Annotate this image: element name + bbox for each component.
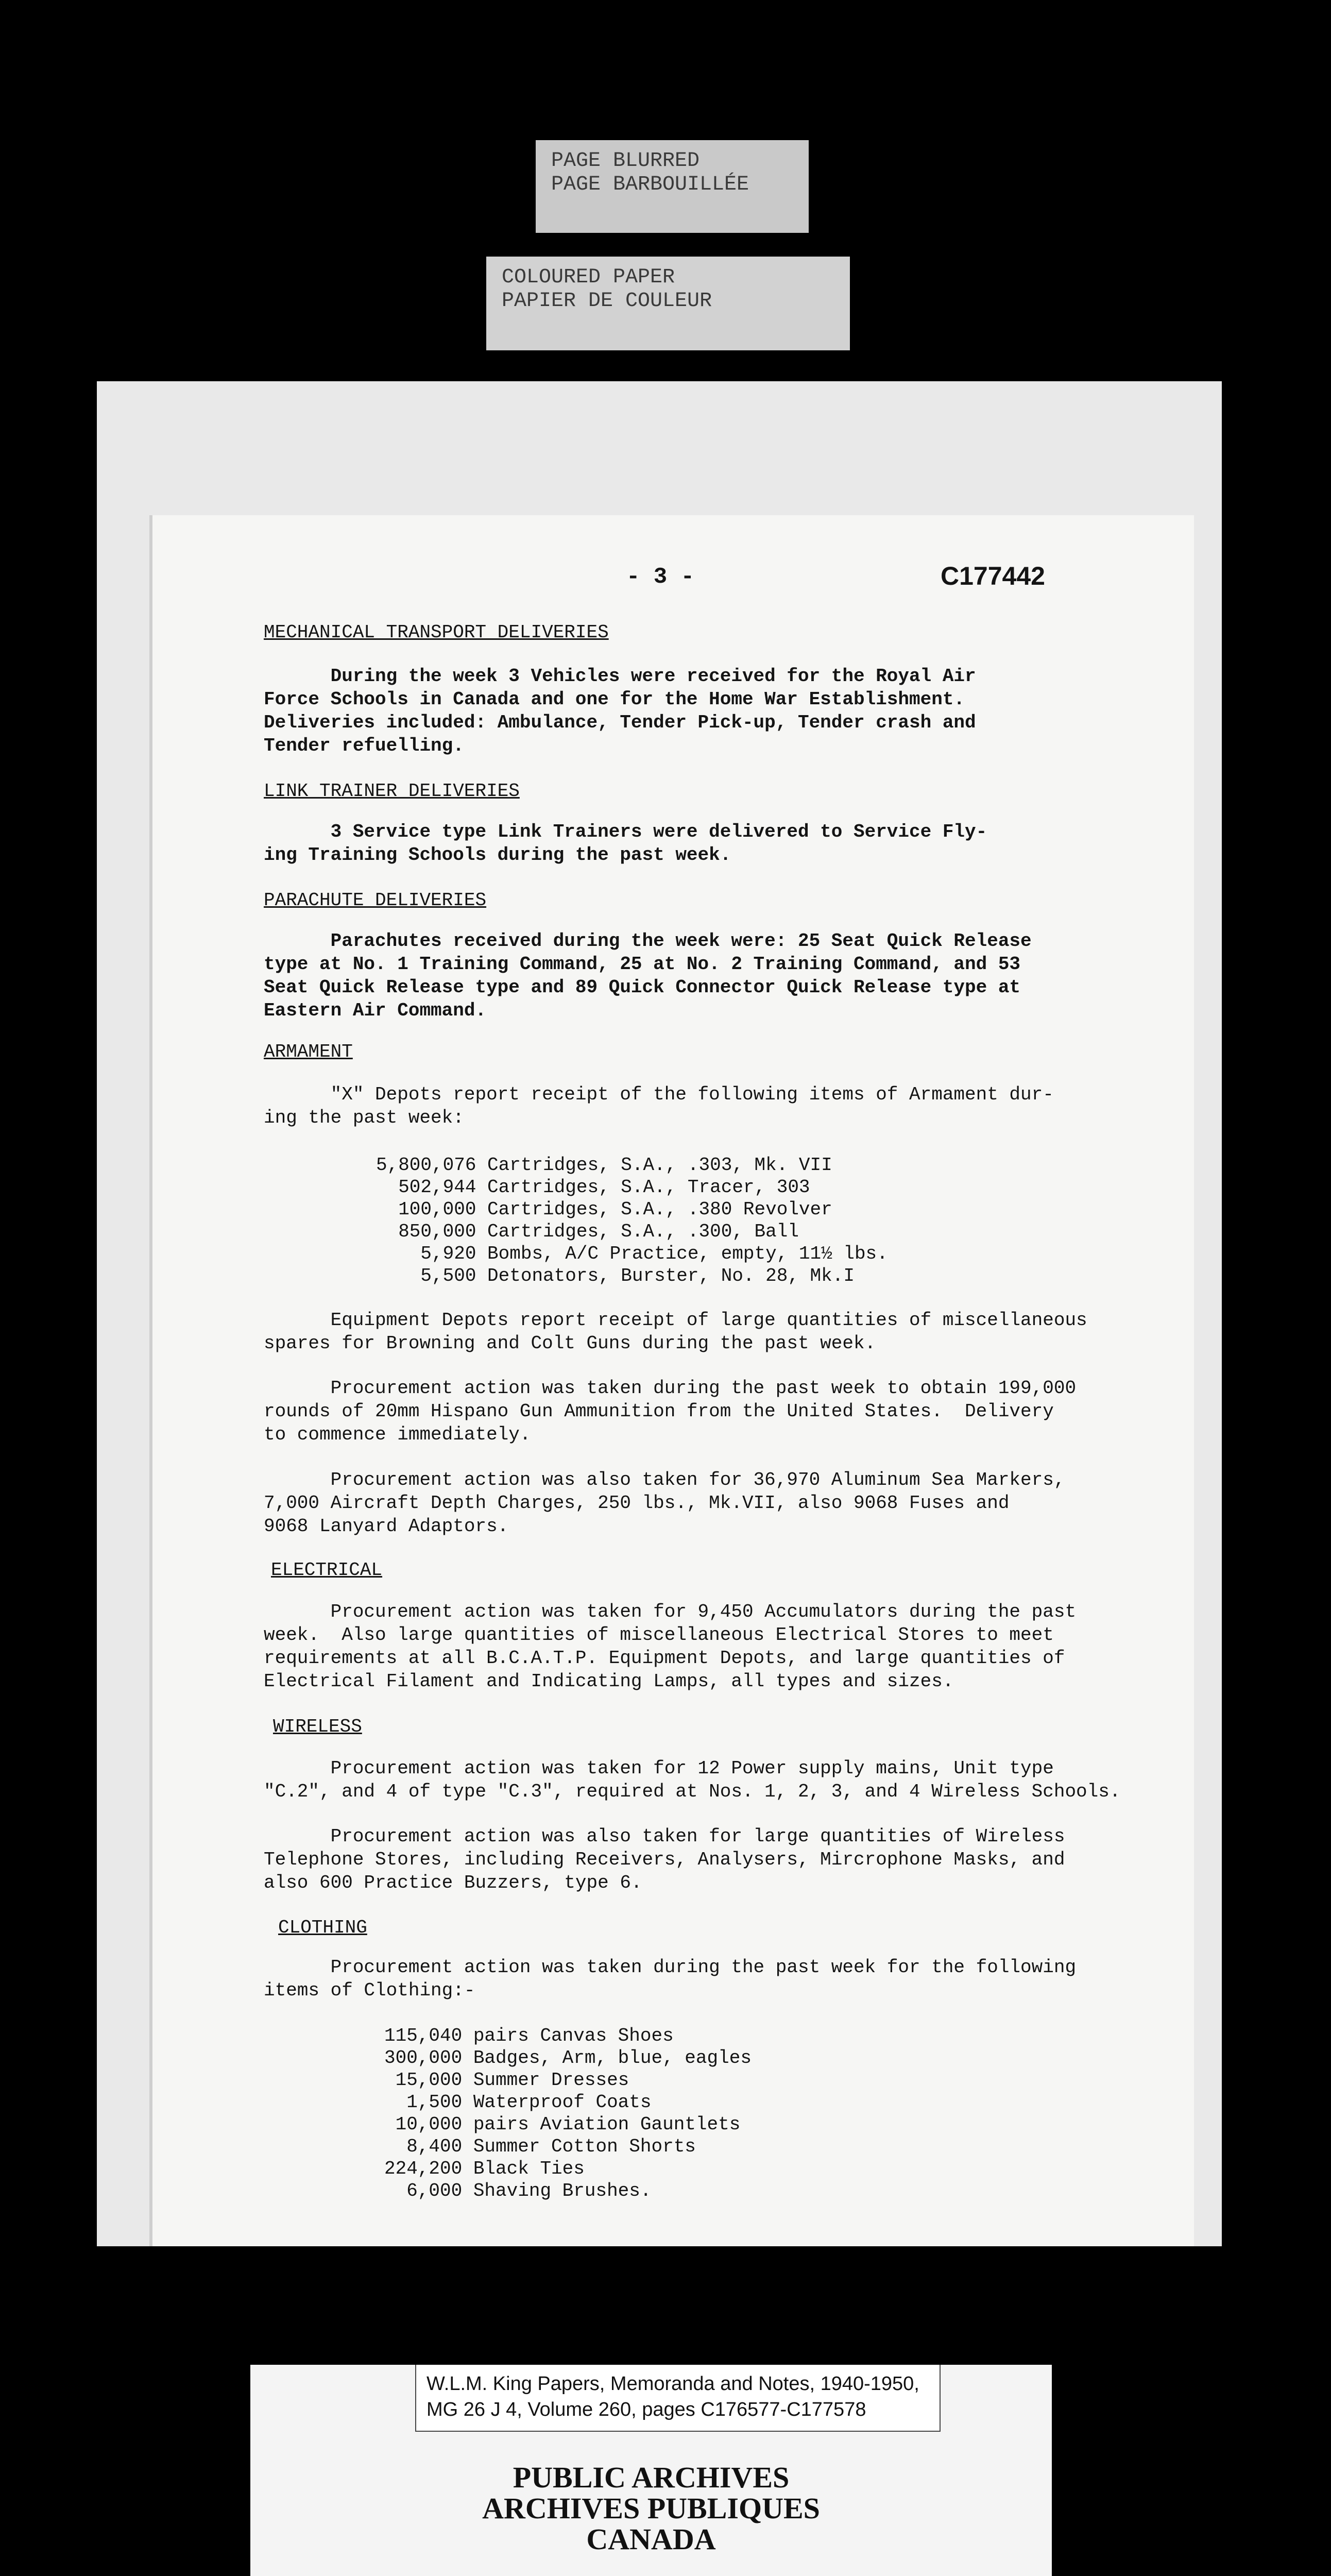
source-citation-line-1: W.L.M. King Papers, Memoranda and Notes, 1940-1950, <box>426 2373 919 2395</box>
list-item: 115,040 pairs Canvas Shoes <box>384 2025 674 2046</box>
armament-items-list <box>376 1154 888 1287</box>
list-item: 5,800,076 Cartridges, S.A., .303, Mk. VII <box>376 1155 832 1176</box>
armament-paragraph-markers: Procurement action was also taken for 36,970 Aluminum Sea Markers, 7,000 Aircraft Depth Charges, 250 lbs., Mk.VII, also 9068 Fuses and 9068 Lanyard Adaptors. <box>264 1469 1065 1537</box>
page-blurred-label-fr: PAGE BARBOUILLÉE <box>551 173 749 196</box>
coloured-paper-label-en: COLOURED PAPER <box>502 266 675 289</box>
coloured-paper-card <box>486 257 850 350</box>
section-heading-parachute: PARACHUTE DELIVERIES <box>264 890 487 911</box>
list-item: 5,920 Bombs, A/C Practice, empty, 11½ lbs. <box>376 1243 888 1264</box>
electrical-paragraph: Procurement action was taken for 9,450 Accumulators during the past week. Also large quantities of miscellaneous Electrical Stores to meet requirements at all B.C.A.T.P. Equipment Depots, and large quantities of Electrical Filament and Indicating Lamps, all types and sizes. <box>264 1601 1077 1692</box>
section-heading-clothing: CLOTHING <box>278 1917 367 1938</box>
armament-intro: "X" Depots report receipt of the following items of Armament dur- ing the past week: <box>264 1084 1054 1128</box>
list-item: 5,500 Detonators, Burster, No. 28, Mk.I <box>376 1265 855 1286</box>
wireless-paragraph-power: Procurement action was taken for 12 Power supply mains, Unit type "C.2", and 4 of type "C.3", required at Nos. 1, 2, 3, and 4 Wireless Schools. <box>264 1758 1121 1802</box>
list-item: 6,000 Shaving Brushes. <box>384 2180 652 2201</box>
document-page <box>152 515 1194 2246</box>
section-heading-mechanical-transport: MECHANICAL TRANSPORT DELIVERIES <box>264 622 609 643</box>
list-item: 100,000 Cartridges, S.A., .380 Revolver <box>376 1199 832 1220</box>
archive-credit-card <box>250 2365 1052 2576</box>
page-number: - 3 - <box>626 564 695 590</box>
wireless-paragraph-stores: Procurement action was also taken for large quantities of Wireless Telephone Stores, including Receivers, Analysers, Mircrophone Masks, and also 600 Practice Buzzers, type 6. <box>264 1826 1065 1893</box>
armament-paragraph-hispano: Procurement action was taken during the past week to obtain 199,000 rounds of 20mm Hispano Gun Ammunition from the United States. Delivery to commence immediately. <box>264 1378 1077 1445</box>
list-item: 1,500 Waterproof Coats <box>384 2092 652 2113</box>
source-citation-box <box>415 2365 941 2432</box>
armament-paragraph-spares: Equipment Depots report receipt of large quantities of miscellaneous spares for Browning and Colt Guns during the past week. <box>264 1310 1087 1354</box>
section-heading-wireless: WIRELESS <box>273 1716 362 1737</box>
parachute-paragraph: Parachutes received during the week were: 25 Seat Quick Release type at No. 1 Training Command, 25 at No. 2 Training Command, and 53 Seat Quick Release type and 89 Quick Connector Quick Release type at Eastern Air Command. <box>264 930 1032 1021</box>
coloured-paper-label-fr: PAPIER DE COULEUR <box>502 290 712 313</box>
list-item: 15,000 Summer Dresses <box>384 2070 629 2091</box>
list-item: 8,400 Summer Cotton Shorts <box>384 2136 696 2157</box>
document-id: C177442 <box>941 562 1045 590</box>
archive-name-fr: ARCHIVES PUBLIQUES <box>482 2492 820 2525</box>
list-item: 10,000 pairs Aviation Gauntlets <box>384 2114 741 2135</box>
list-item: 850,000 Cartridges, S.A., .300, Ball <box>376 1221 799 1242</box>
source-citation-line-2: MG 26 J 4, Volume 260, pages C176577-C177578 <box>426 2399 866 2420</box>
list-item: 300,000 Badges, Arm, blue, eagles <box>384 2047 752 2069</box>
archive-name-en: PUBLIC ARCHIVES <box>513 2461 790 2494</box>
clothing-items-list <box>384 2025 752 2202</box>
section-heading-armament: ARMAMENT <box>264 1041 353 1062</box>
link-trainer-paragraph: 3 Service type Link Trainers were delivered to Service Fly- ing Training Schools during the past week. <box>264 821 987 866</box>
list-item: 502,944 Cartridges, S.A., Tracer, 303 <box>376 1177 810 1198</box>
clothing-intro: Procurement action was taken during the past week for the following items of Clothing:- <box>264 1957 1077 2001</box>
section-heading-electrical: ELECTRICAL <box>271 1560 383 1581</box>
archive-country: CANADA <box>586 2522 716 2556</box>
page-blurred-label-en: PAGE BLURRED <box>551 149 700 173</box>
list-item: 224,200 Black Ties <box>384 2158 585 2179</box>
section-heading-link-trainer: LINK TRAINER DELIVERIES <box>264 781 520 802</box>
page-blurred-card <box>536 140 809 233</box>
mechanical-transport-paragraph: During the week 3 Vehicles were received for the Royal Air Force Schools in Canada and one for the Home War Establishment. Deliveries included: Ambulance, Tender Pick-up, Tender crash and Tender refuelling. <box>264 666 976 756</box>
